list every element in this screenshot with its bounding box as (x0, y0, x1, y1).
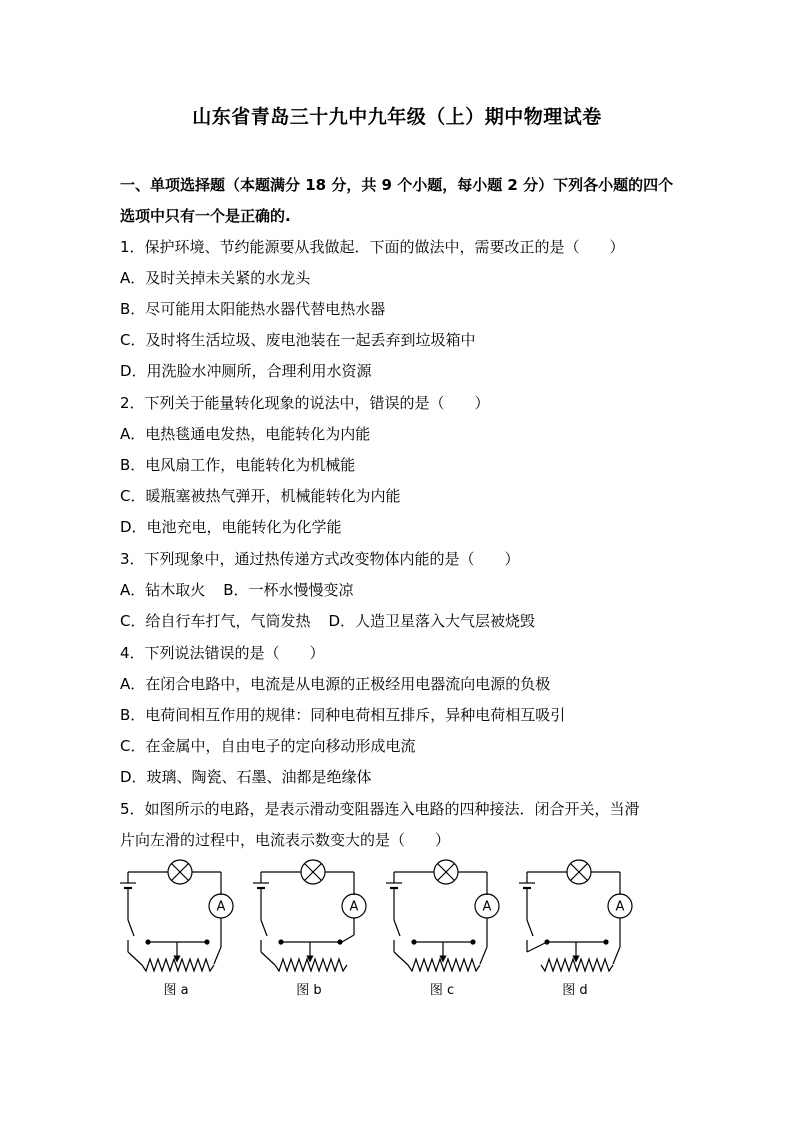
circuit-b-caption: 图 b (296, 983, 322, 998)
question-2-option-b: B．电风扇工作，电能转化为机械能 (120, 456, 356, 474)
question-2-option-a: A．电热毯通电发热，电能转化为内能 (120, 425, 371, 443)
question-3-options-row-2 (120, 610, 535, 632)
question-2-option-c: C．暖瓶塞被热气弹开，机械能转化为内能 (120, 487, 401, 505)
question-3-stem: 3．下列现象中，通过热传递方式改变物体内能的是（ ） (120, 550, 520, 568)
ammeter-b-label: A (349, 899, 359, 915)
question-1-option-a: A．及时关掉未关紧的水龙头 (120, 269, 311, 287)
ammeter-c-label: A (482, 899, 492, 915)
question-2-stem: 2．下列关于能量转化现象的说法中，错误的是（ ） (120, 394, 490, 412)
circuit-b (253, 860, 366, 971)
circuit-c-caption: 图 c (429, 983, 455, 998)
circuit-a (120, 860, 233, 971)
question-3-option-a: A．钻木取火 (120, 581, 206, 599)
question-4-stem: 4．下列说法错误的是（ ） (120, 644, 325, 662)
question-2-option-d: D．电池充电，电能转化为化学能 (120, 518, 342, 536)
question-1-option-d: D．用洗脸水冲厕所，合理利用水资源 (120, 362, 372, 380)
question-1-option-b: B．尽可能用太阳能热水器代替电热水器 (120, 300, 386, 318)
question-4-option-a: A．在闭合电路中，电流是从电源的正极经用电器流向电源的负极 (120, 675, 551, 693)
question-4-option-d: D．玻璃、陶瓷、石墨、油都是绝缘体 (120, 768, 372, 786)
question-3-option-b: B．一杯水慢慢变凉 (223, 581, 354, 599)
circuit-figure (118, 855, 638, 1005)
question-5-stem-line-1: 5．如图所示的电路，是表示滑动变阻器连入电路的四种接法．闭合开关，当滑 (120, 800, 640, 818)
question-3-option-c: C．给自行车打气，气筒发热 (120, 612, 311, 630)
question-1-stem: 1．保护环境、节约能源要从我做起．下面的做法中，需要改正的是（ ） (120, 238, 625, 256)
circuit-d-caption: 图 d (562, 983, 588, 998)
ammeter-d-label: A (615, 899, 625, 915)
circuit-d (519, 860, 632, 971)
page-title: 山东省青岛三十九中九年级（上）期中物理试卷 (192, 106, 602, 128)
question-5-stem-line-2: 片向左滑的过程中，电流表示数变大的是（ ） (120, 831, 451, 849)
question-3-option-d: D．人造卫星落入大气层被烧毁 (328, 612, 536, 630)
question-1-option-c: C．及时将生活垃圾、废电池装在一起丢弃到垃圾箱中 (120, 331, 476, 349)
circuit-a-caption: 图 a (163, 983, 189, 998)
question-3-options-row-1 (120, 579, 354, 601)
circuit-c (386, 860, 499, 971)
question-4-option-b: B．电荷间相互作用的规律：同种电荷相互排斥，异种电荷相互吸引 (120, 706, 566, 724)
circuit-diagrams (118, 855, 638, 1005)
ammeter-a-label: A (216, 899, 226, 915)
section-heading: 一、单项选择题（本题满分 18 分，共 9 个小题，每小题 2 分）下列各小题的四个选项中只有一个是正确的. (120, 176, 674, 225)
question-4-option-c: C．在金属中，自由电子的定向移动形成电流 (120, 737, 416, 755)
